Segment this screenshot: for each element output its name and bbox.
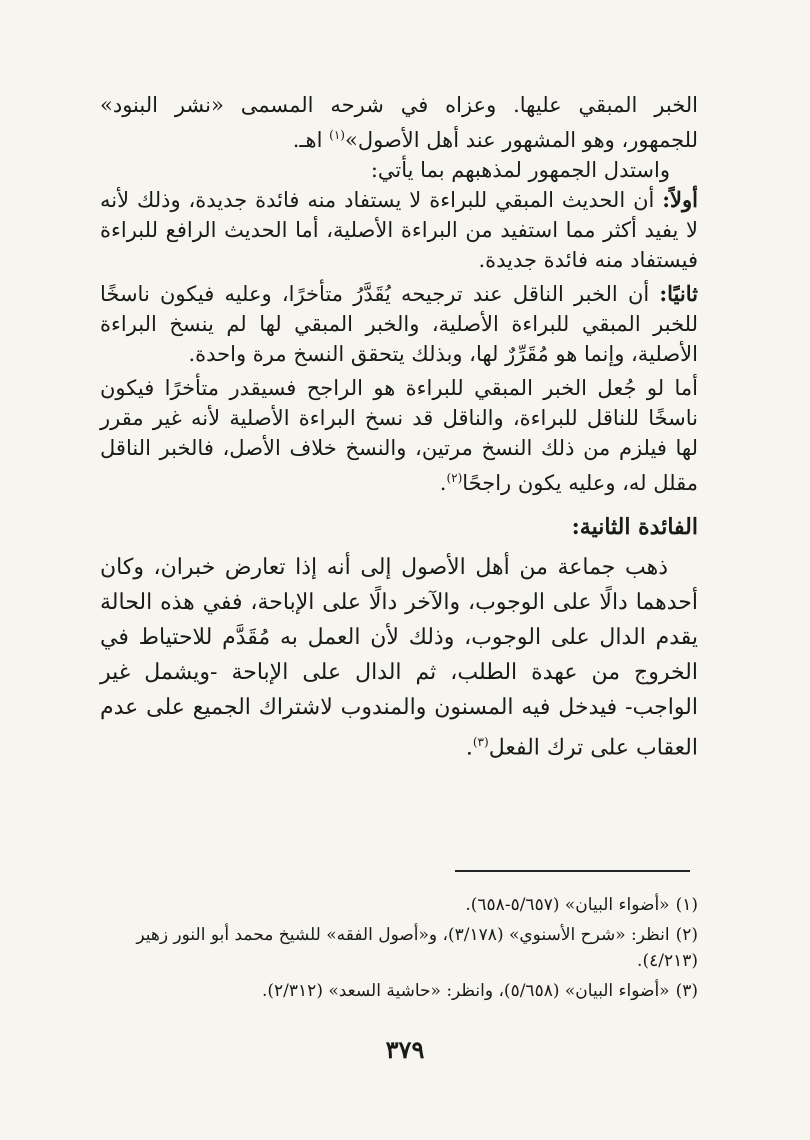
paragraph-intro — [100, 90, 698, 155]
footnote-ref-3: (٣) — [472, 735, 489, 749]
footnote-1-text: «أضواء البيان» (٥/٦٥٧-٦٥٨). — [465, 895, 670, 915]
page-body — [100, 90, 698, 765]
paragraph-point-1 — [100, 185, 698, 275]
section-heading: الفائدة الثانية: — [571, 514, 698, 540]
section-2-text: ذهب جماعة من أهل الأصول إلى أنه إذا تعارض خبران، وكان أحدهما دالًا على الوجوب، والآخر دالًا على الإباحة، ففي هذه الحالة يقدم الدال على الوجوب، وذلك لأن العمل به مُقَدَّم للاحتياط في الخروج من عهدة الطلب، ثم الدال على الإباحة -ويشمل غير الواجب- فيدخل فيه المسنون والمندوب لاشتراك الجميع على عدم العقاب على ترك الفعل — [100, 555, 698, 761]
intro-end: اهـ. — [292, 128, 323, 152]
point-2-text: أن الخبر الناقل عند ترجيحه يُقَدَّرُ متأخرًا، وعليه فيكون ناسخًا للخبر المبقي للبراءة الأصلية، والخبر المبقي لها لم ينسخ البراءة الأصلية، وإنما هو مُقَرِّرٌ لها، وبذلك يتحقق النسخ مرة واحدة. — [100, 282, 698, 366]
footnote-ref-2: (٢) — [446, 471, 463, 485]
paragraph-point-2 — [100, 279, 698, 369]
footnote-3-number: (٣) — [675, 981, 698, 1001]
section-2-end: . — [465, 735, 473, 761]
point-2-lead: ثانيًا: — [659, 281, 698, 306]
footnote-1 — [100, 892, 698, 918]
point-1-lead: أولاً: — [662, 187, 698, 212]
footnote-2 — [100, 922, 698, 974]
paragraph-section-2 — [100, 550, 698, 765]
footnote-3-text: «أضواء البيان» (٥/٦٥٨)، وانظر: «حاشية السعد» (٢/٣١٢). — [262, 981, 670, 1001]
point-1-text: أن الحديث المبقي للبراءة لا يستفاد منه فائدة جديدة، وذلك لأنه لا يفيد أكثر مما استفيد من البراءة الأصلية، أما الحديث الرافع للبراءة فيستفاد منه فائدة جديدة. — [100, 188, 698, 272]
footnote-2-number: (٢) — [675, 925, 698, 945]
page-number: ٣٧٩ — [385, 1035, 425, 1064]
footnote-1-number: (١) — [675, 895, 698, 915]
footnote-divider — [455, 870, 690, 872]
point-3-end: . — [439, 471, 447, 495]
paragraph-point-3 — [100, 373, 698, 498]
footnote-ref-1: (١) — [329, 128, 345, 142]
intro-text: الخبر المبقي عليها. وعزاه في شرحه المسمى «نشر البنود» للجمهور، وهو المشهور عند أهل الأصول» — [100, 93, 698, 152]
footnote-3 — [100, 978, 698, 1004]
footnote-2-text: انظر: «شرح الأسنوي» (٣/١٧٨)، و«أصول الفقه» للشيخ محمد أبو النور زهير (٤/٢١٣). — [136, 925, 698, 971]
footnotes — [100, 892, 698, 1008]
point-3-text: أما لو جُعل الخبر المبقي للبراءة هو الراجح فسيقدر متأخرًا فيكون ناسخًا للناقل للبراءة، والناقل قد نسخ البراءة الأصلية لأنه غير مقرر لها فيلزم من ذلك النسخ مرتين، والنسخ خلاف الأصل، فالخبر الناقل مقلل له، وعليه يكون راجحًا — [100, 376, 698, 495]
paragraph-evidence-intro: واستدل الجمهور لمذهبهم بما يأتي: — [370, 158, 670, 182]
